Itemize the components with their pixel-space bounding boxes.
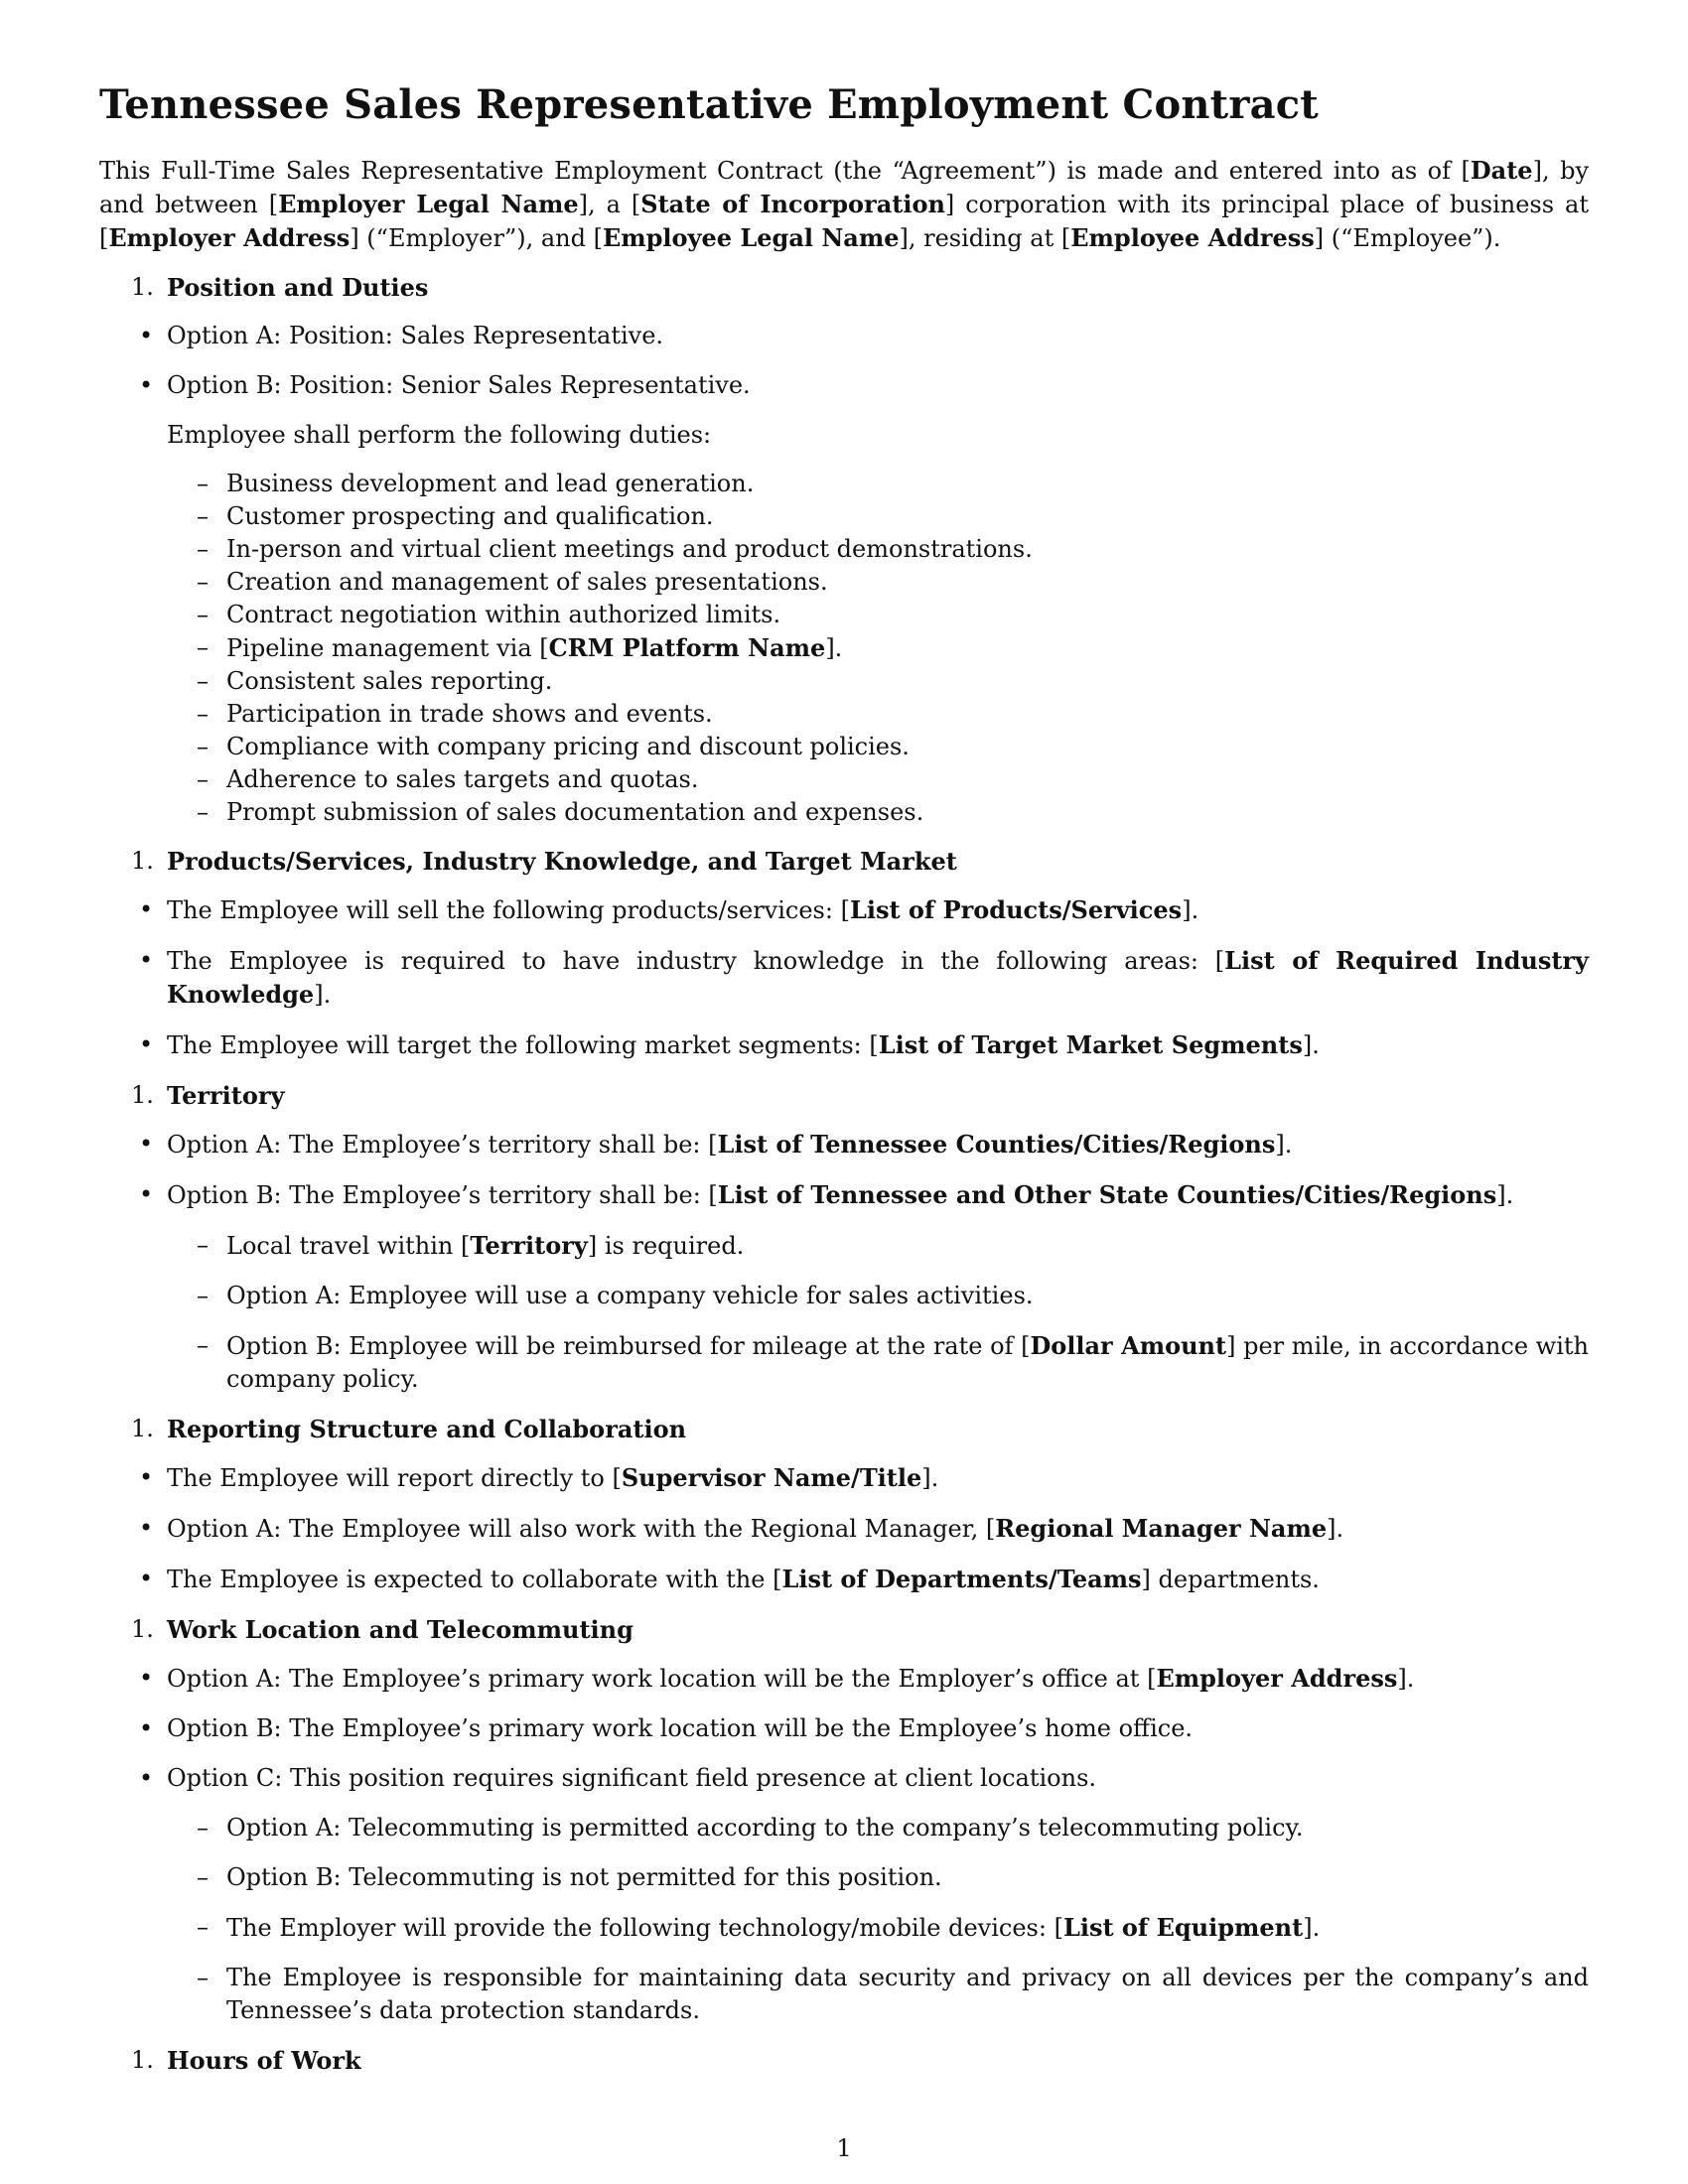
placeholder-field: List of Tennessee Counties/Cities/Regions <box>717 1130 1276 1159</box>
text-run: This Full-Time Sales Representative Employment Contract (the “Agreement”) is made and entered into as of [ <box>99 157 1471 185</box>
duty-item <box>99 631 1589 665</box>
placeholder-field: List of Tennessee and Other State Counties/Cities/Regions <box>717 1180 1497 1209</box>
duty-item <box>99 468 1589 500</box>
duty-item <box>99 599 1589 631</box>
text-run: ]. <box>1302 1031 1320 1059</box>
placeholder-field: Employer Address <box>1156 1664 1398 1693</box>
placeholder-field: List of Equipment <box>1062 1913 1304 1942</box>
text-run: Option B: Position: Senior Sales Representative. <box>167 371 751 399</box>
text-run: The Employee is expected to collaborate with the [ <box>167 1566 782 1593</box>
text-run: Option A: Position: Sales Representative. <box>167 322 664 349</box>
bullet-item <box>99 1563 1589 1596</box>
placeholder-field: Regional Manager Name <box>995 1514 1328 1543</box>
text-run: ]. <box>921 1464 939 1492</box>
duty-item <box>99 566 1589 599</box>
bullet-item <box>99 893 1589 927</box>
sub-item <box>99 1962 1589 2027</box>
text-run: ]. <box>1327 1515 1344 1543</box>
placeholder-field: Supervisor Name/Title <box>621 1463 922 1492</box>
text-run: Pipeline management via [ <box>226 634 549 662</box>
section-title: Reporting Structure and Collaboration <box>167 1415 687 1443</box>
placeholder-field: Employer Legal Name <box>278 190 579 218</box>
text-run: ]. <box>825 634 843 662</box>
text-run: Contract negotiation within authorized limits. <box>226 601 781 628</box>
section-title: Products/Services, Industry Knowledge, and Target Market <box>167 847 957 876</box>
text-run: ]. <box>1182 896 1199 924</box>
sub-item <box>99 1280 1589 1312</box>
text-run: The Employee will target the following market segments: [ <box>167 1031 879 1059</box>
duty-item <box>99 665 1589 698</box>
text-run: Local travel within [ <box>226 1232 471 1260</box>
placeholder-field: Employee Address <box>1070 223 1315 252</box>
section-heading <box>99 271 1589 304</box>
section-number: 1. <box>131 847 154 875</box>
text-run: The Employee is responsible for maintaining data security and privacy on all devices per the company’s and Tennessee’s data protection standards. <box>226 1964 1589 2024</box>
bullet-item <box>99 1461 1589 1495</box>
placeholder-field: Territory <box>470 1231 588 1260</box>
text-run: The Employee is required to have industry knowledge in the following areas: [ <box>167 947 1225 975</box>
duty-item <box>99 698 1589 731</box>
text-run: Option A: The Employee will also work with the Regional Manager, [ <box>167 1515 996 1543</box>
text-run: Compliance with company pricing and discount policies. <box>226 733 910 760</box>
sections-container <box>99 271 1589 2077</box>
bullet-item <box>99 1028 1589 1062</box>
text-run: Option C: This position requires significant field presence at client locations. <box>167 1764 1097 1792</box>
text-run: ]. <box>1275 1131 1293 1159</box>
text-run: Option A: Telecommuting is permitted according to the company’s telecommuting policy. <box>226 1814 1304 1842</box>
list-intro-text <box>99 419 1589 452</box>
section-title: Work Location and Telecommuting <box>167 1615 633 1644</box>
text-run: Option B: Telecommuting is not permitted for this position. <box>226 1863 942 1891</box>
text-run: The Employer will provide the following technology/mobile devices: [ <box>226 1914 1063 1942</box>
bullet-item <box>99 1762 1589 1795</box>
section-number: 1. <box>131 2046 154 2074</box>
text-run: ] (“Employee”). <box>1314 224 1501 252</box>
text-run: Employee shall perform the following duties: <box>167 421 712 449</box>
bullet-item <box>99 1712 1589 1745</box>
placeholder-field: List of Required Industry Knowledge <box>167 946 1590 1009</box>
text-run: The Employee will report directly to [ <box>167 1464 622 1492</box>
bullet-item <box>99 1178 1589 1212</box>
text-run: Option A: The Employee’s territory shall be: [ <box>167 1131 718 1159</box>
section-title: Territory <box>167 1081 285 1110</box>
placeholder-field: Employee Legal Name <box>602 223 900 252</box>
section-heading <box>99 1079 1589 1112</box>
document-page <box>99 81 1589 2093</box>
text-run: ] is required. <box>587 1232 745 1260</box>
placeholder-field: Dollar Amount <box>1030 1331 1227 1360</box>
placeholder-field: List of Departments/Teams <box>781 1565 1142 1593</box>
text-run: Participation in trade shows and events. <box>226 700 713 728</box>
section-title: Hours of Work <box>167 2046 361 2075</box>
text-run: Prompt submission of sales documentation and expenses. <box>226 798 924 826</box>
sub-item <box>99 1229 1589 1263</box>
text-run: In-person and virtual client meetings and product demonstrations. <box>226 535 1033 563</box>
text-run: Option A: Employee will use a company vehicle for sales activities. <box>226 1282 1034 1309</box>
bullet-item <box>99 944 1589 1012</box>
text-run: Consistent sales reporting. <box>226 667 553 695</box>
placeholder-field: State of Incorporation <box>640 190 945 218</box>
section-heading <box>99 2044 1589 2077</box>
section-number: 1. <box>131 1615 154 1643</box>
duty-item <box>99 731 1589 763</box>
text-run: Adherence to sales targets and quotas. <box>226 765 699 793</box>
duty-item <box>99 763 1589 796</box>
duty-item <box>99 796 1589 829</box>
placeholder-field: CRM Platform Name <box>548 633 826 662</box>
sub-item <box>99 1861 1589 1894</box>
text-run: Option A: The Employee’s primary work location will be the Employer’s office at [ <box>167 1665 1157 1693</box>
text-run: Customer prospecting and qualification. <box>226 502 714 530</box>
text-run: ] per mile, in accordance with company policy. <box>226 1332 1589 1393</box>
section-number: 1. <box>131 273 154 301</box>
text-run: ] corporation with its principal place of business at [ <box>99 191 1589 252</box>
text-run: ]. <box>1397 1665 1415 1693</box>
section-number: 1. <box>131 1081 154 1109</box>
bullet-item <box>99 369 1589 402</box>
placeholder-field: Employer Address <box>108 223 351 252</box>
placeholder-field: List of Products/Services <box>849 895 1183 924</box>
duties-list <box>99 468 1589 829</box>
bullet-item <box>99 1512 1589 1546</box>
duty-item <box>99 500 1589 533</box>
text-run: Option B: Employee will be reimbursed for mileage at the rate of [ <box>226 1332 1031 1360</box>
text-run: ]. <box>1496 1181 1514 1209</box>
text-run: ] departments. <box>1141 1566 1320 1593</box>
text-run: The Employee will sell the following products/services: [ <box>167 896 850 924</box>
text-run: ], by and between [ <box>99 157 1590 218</box>
text-run: Option B: The Employee’s primary work location will be the Employee’s home office. <box>167 1714 1194 1742</box>
text-run: ], residing at [ <box>899 224 1071 252</box>
section-number: 1. <box>131 1415 154 1442</box>
bullet-item <box>99 1128 1589 1161</box>
page-number: 1 <box>836 2134 852 2162</box>
section-heading <box>99 845 1589 878</box>
bullet-item <box>99 320 1589 352</box>
sub-item <box>99 1812 1589 1844</box>
text-run: ]. <box>1303 1914 1321 1942</box>
text-run: Business development and lead generation. <box>226 470 755 497</box>
placeholder-field: List of Target Market Segments <box>878 1030 1303 1059</box>
text-run: Option B: The Employee’s territory shall be: [ <box>167 1181 718 1209</box>
section-heading <box>99 1413 1589 1445</box>
text-run: ], a [ <box>578 191 641 218</box>
duty-item <box>99 533 1589 566</box>
text-run: ] (“Employer”), and [ <box>350 224 603 252</box>
text-run: Creation and management of sales presentations. <box>226 568 828 596</box>
section-title: Position and Duties <box>167 273 429 302</box>
bullet-item <box>99 1662 1589 1696</box>
placeholder-field: Date <box>1470 156 1533 185</box>
intro-paragraph <box>99 154 1589 255</box>
sub-item <box>99 1911 1589 1945</box>
section-heading <box>99 1613 1589 1646</box>
sub-item <box>99 1329 1589 1396</box>
text-run: ]. <box>314 981 332 1009</box>
document-title: Tennessee Sales Representative Employment Contract <box>99 81 1319 128</box>
